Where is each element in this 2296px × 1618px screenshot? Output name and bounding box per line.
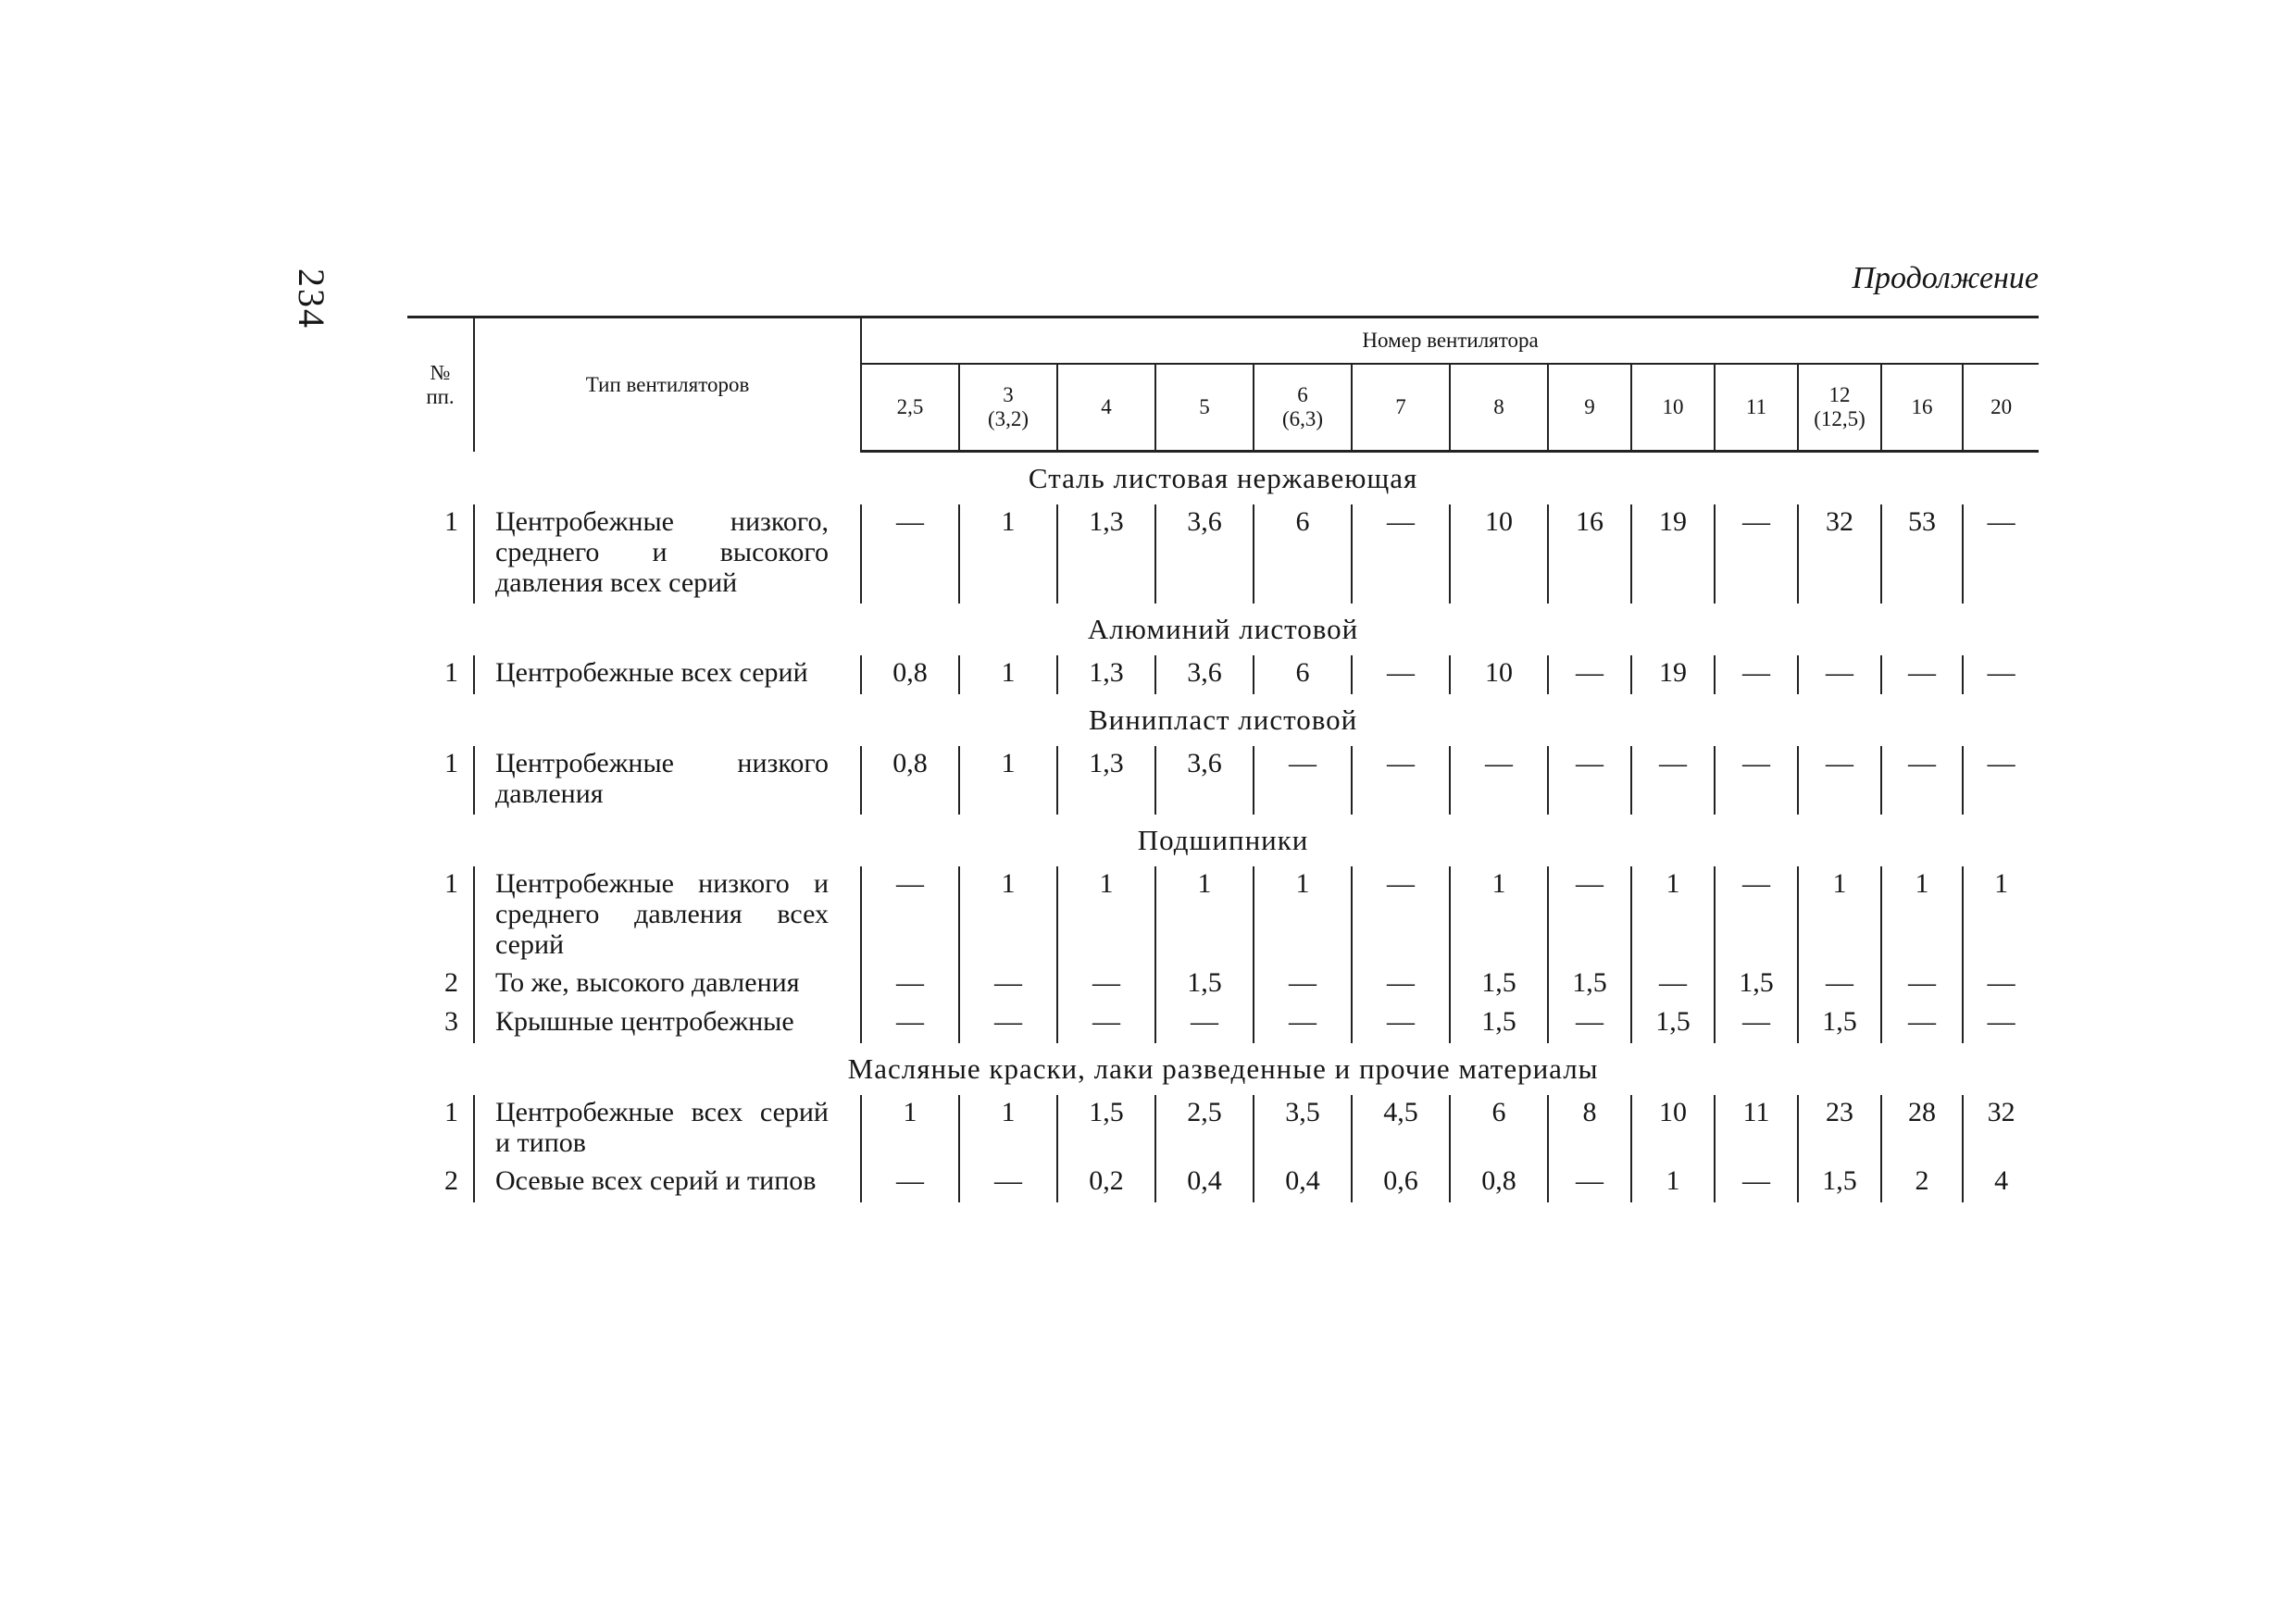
value-cell: — [1798,746,1881,815]
value-cell: 1 [959,655,1057,694]
header-fan-number: 6 (6,3) [1254,364,1352,452]
value-cell: 4,5 [1352,1095,1450,1164]
value-cell: — [1254,746,1352,815]
value-cell: — [1548,1004,1631,1043]
value-cell: — [1963,746,2039,815]
value-cell: 1,5 [1798,1004,1881,1043]
value-cell: — [1715,504,1798,604]
value-cell: — [861,965,959,1004]
row-number: 1 [444,506,458,537]
value-cell: — [1548,746,1631,815]
value-cell: 19 [1631,655,1715,694]
value-cell: 1,5 [1450,1004,1548,1043]
value-cell: 1 [1631,866,1715,965]
value-cell: — [1715,746,1798,815]
value-cell: — [959,1004,1057,1043]
fan-type-cell: Центробежные низкого и среднего давления всех серий [474,866,861,965]
table-row [407,965,2039,1004]
table-row [407,655,2039,694]
header-fan-number: 20 [1963,364,2039,452]
header-fan-number: 10 [1631,364,1715,452]
table-header [407,317,2039,452]
row-number: 1 [444,868,458,899]
value-cell: — [1963,1004,2039,1043]
row-number: 2 [444,1165,458,1196]
value-cell: — [861,504,959,604]
row-number: 3 [444,1006,458,1037]
value-cell: 0,2 [1057,1164,1155,1202]
value-cell: — [1352,866,1450,965]
value-cell: 1,3 [1057,504,1155,604]
row-number: 2 [444,967,458,998]
value-cell: 0,8 [861,746,959,815]
value-cell: — [1155,1004,1254,1043]
value-cell: — [1548,1164,1631,1202]
section-row [407,815,2039,866]
value-cell: 0,4 [1155,1164,1254,1202]
table-body [407,452,2039,1203]
section-row [407,1043,2039,1095]
header-fan-type: Тип вентиляторов [474,317,861,452]
value-cell: 0,8 [1450,1164,1548,1202]
value-cell: — [861,1164,959,1202]
value-cell: — [1881,655,1963,694]
value-cell: 2,5 [1155,1095,1254,1164]
value-cell: — [1963,655,2039,694]
value-cell: 0,8 [861,655,959,694]
value-cell: — [1715,1164,1798,1202]
value-cell: 1,5 [1450,965,1548,1004]
table-row [407,1164,2039,1202]
fan-type-cell: Крышные центробежные [474,1004,861,1043]
header-fan-number-group: Номер вентилятора [861,317,2039,365]
value-cell: — [1352,965,1450,1004]
section-title: Алюминий листовой [1087,613,1359,645]
value-cell: 19 [1631,504,1715,604]
row-number: 1 [444,1097,458,1127]
value-cell: 1,5 [1548,965,1631,1004]
value-cell: 2 [1881,1164,1963,1202]
fan-type-cell: То же, высокого давления [474,965,861,1004]
value-cell: — [1881,965,1963,1004]
table-row [407,746,2039,815]
header-number: № пп. [407,317,474,452]
row-number: 1 [444,657,458,688]
value-cell: — [1715,1004,1798,1043]
value-cell: — [1352,655,1450,694]
header-fan-number: 3 (3,2) [959,364,1057,452]
value-cell: — [1881,746,1963,815]
value-cell: — [1631,746,1715,815]
value-cell: 1 [959,504,1057,604]
value-cell: 3,6 [1155,504,1254,604]
value-cell: 23 [1798,1095,1881,1164]
value-cell: — [1352,1004,1450,1043]
section-title: Подшипники [1137,824,1309,856]
header-fan-number: 5 [1155,364,1254,452]
value-cell: — [1963,504,2039,604]
page-number: 234 [291,268,332,330]
value-cell: — [1631,965,1715,1004]
value-cell: 6 [1254,655,1352,694]
value-cell: 11 [1715,1095,1798,1164]
value-cell: 1,5 [1155,965,1254,1004]
table-row [407,1095,2039,1164]
value-cell: 10 [1631,1095,1715,1164]
value-cell: 10 [1450,504,1548,604]
value-cell: 1,5 [1631,1004,1715,1043]
fan-material-table [407,316,2039,1202]
header-fan-number: 9 [1548,364,1631,452]
fan-type-cell: Центробежные низкого, среднего и высокого давления всех серий [474,504,861,604]
header-fan-number: 16 [1881,364,1963,452]
section-row [407,452,2039,505]
value-cell: — [1963,965,2039,1004]
section-title: Винипласт листовой [1088,703,1358,736]
header-fan-number: 7 [1352,364,1450,452]
value-cell: 53 [1881,504,1963,604]
value-cell: 8 [1548,1095,1631,1164]
value-cell: 1,3 [1057,655,1155,694]
header-fan-number: 8 [1450,364,1548,452]
value-cell: 1 [1057,866,1155,965]
value-cell: 28 [1881,1095,1963,1164]
value-cell: — [1715,866,1798,965]
continuation-label: Продолжение [1852,261,2039,295]
value-cell: 1 [1631,1164,1715,1202]
value-cell: 0,4 [1254,1164,1352,1202]
value-cell: 1 [959,1095,1057,1164]
value-cell: 1 [1963,866,2039,965]
fan-type-cell: Центробежные низкого давления [474,746,861,815]
header-fan-number: 2,5 [861,364,959,452]
value-cell: — [861,1004,959,1043]
section-row [407,694,2039,746]
value-cell: 1 [1254,866,1352,965]
value-cell: — [1715,655,1798,694]
value-cell: — [1254,965,1352,1004]
value-cell: 1 [959,746,1057,815]
value-cell: 32 [1963,1095,2039,1164]
value-cell: — [861,866,959,965]
value-cell: 6 [1254,504,1352,604]
fan-type-cell: Центробежные всех серий и типов [474,1095,861,1164]
value-cell: 1 [1881,866,1963,965]
value-cell: — [1548,655,1631,694]
value-cell: 3,6 [1155,746,1254,815]
header-fan-number: 12 (12,5) [1798,364,1881,452]
section-row [407,604,2039,655]
value-cell: 16 [1548,504,1631,604]
value-cell: — [959,965,1057,1004]
value-cell: — [1057,965,1155,1004]
table-row [407,504,2039,604]
value-cell: 1 [1450,866,1548,965]
section-title: Масляные краски, лаки разведенные и прочие материалы [847,1052,1599,1085]
value-cell: 1 [1155,866,1254,965]
value-cell: — [1352,746,1450,815]
row-number: 1 [444,748,458,778]
value-cell: — [1057,1004,1155,1043]
value-cell: — [1798,655,1881,694]
value-cell: — [1548,866,1631,965]
value-cell: — [1254,1004,1352,1043]
value-cell: — [959,1164,1057,1202]
value-cell: 1,5 [1057,1095,1155,1164]
value-cell: 1,5 [1798,1164,1881,1202]
fan-type-cell: Осевые всех серий и типов [474,1164,861,1202]
value-cell: 1,3 [1057,746,1155,815]
table-row [407,866,2039,965]
header-fan-number: 11 [1715,364,1798,452]
value-cell: 1 [959,866,1057,965]
value-cell: 1,5 [1715,965,1798,1004]
value-cell: — [1352,504,1450,604]
value-cell: 32 [1798,504,1881,604]
value-cell: 6 [1450,1095,1548,1164]
value-cell: 3,6 [1155,655,1254,694]
header-fan-number: 4 [1057,364,1155,452]
value-cell: — [1798,965,1881,1004]
section-title: Сталь листовая нержавеющая [1028,462,1418,494]
value-cell: 1 [861,1095,959,1164]
value-cell: 3,5 [1254,1095,1352,1164]
value-cell: 10 [1450,655,1548,694]
fan-type-cell: Центробежные всех серий [474,655,861,694]
value-cell: — [1881,1004,1963,1043]
value-cell: 0,6 [1352,1164,1450,1202]
table-row [407,1004,2039,1043]
value-cell: 1 [1798,866,1881,965]
value-cell: 4 [1963,1164,2039,1202]
value-cell: — [1450,746,1548,815]
